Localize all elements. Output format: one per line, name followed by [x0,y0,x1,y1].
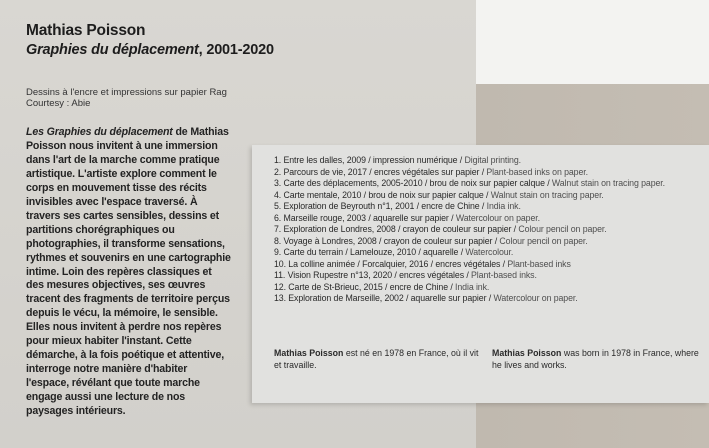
wall-light-strip [472,0,709,84]
works-list [274,155,704,305]
list-item [274,293,704,305]
medium-line: Dessins à l'encre et impressions sur papier Rag [26,87,227,98]
work-en: Watercolour on paper. [455,212,540,223]
list-item [274,155,704,167]
list-item [274,247,704,259]
work-fr: 4. Carte mentale, 2010 / brou de noix sur papier calque / [274,189,491,200]
work-en: Walnut stain on tracing paper. [490,189,604,200]
list-item [274,270,704,282]
work-en: Colour pencil on paper. [499,235,588,246]
intro-title: Les Graphies du déplacement [26,126,173,138]
work-en: Watercolour. [465,247,514,257]
work-fr: 12. Carte de St-Brieuc, 2015 / encre de Chine / [274,281,456,292]
courtesy-line: Courtesy : Abie [26,98,91,109]
bio-french [274,348,484,371]
work-en: India ink. [486,201,521,211]
list-item [274,224,704,236]
work-en: Plant-based inks. [471,270,537,280]
series-years: , 2001-2020 [198,42,274,58]
work-fr: 13. Exploration de Marseille, 2002 / aquarelle sur papier / [274,293,494,303]
bio-text: est né en 1978 en France, où il vit et travaille. [274,348,479,370]
work-en: Colour pencil on paper. [518,224,607,234]
work-en: Watercolour on paper. [493,293,578,303]
medium-credit [26,87,227,109]
list-item [274,259,704,271]
work-fr: 7. Exploration de Londres, 2008 / crayon de couleur sur papier / [274,224,519,234]
list-item [274,178,704,190]
series-heading [26,42,274,58]
work-fr: 9. Carte du terrain / Lamelouze, 2010 / aquarelle / [274,247,466,257]
bio-text: was born in 1978 in France, where he lives and works. [492,348,699,370]
bio-english [492,348,702,371]
intro-body: de Mathias Poisson nous invitent à une immersion dans l'art de la marche comme pratique artistique. L'artiste explore comment le corps en mouvement tisse des récits invisibles avec l'espace traversé. À travers ses cartes sensibles, dessins et partitions chorégraphiques ou photographies, il transforme sensations, rythmes et souvenirs en une cartographie intime. Loin des repères classiques et des mesures objectives, ses œuvres tracent des fragments de territoire perçus depuis le vécu, la mémoire, le sensible. Elles nous invitent à perdre nos repères pour mieux habiter l'instant. Cette démarche, à la fois poétique et attentive, interroge notre manière d'habiter l'espace, révélant que toute marche engage aussi une lecture de nos paysages intérieurs. [26,126,231,418]
series-title: Graphies du déplacement [26,42,199,58]
work-fr: 6. Marseille rouge, 2003 / aquarelle sur papier / [274,212,456,223]
bio-artist-name: Mathias Poisson [274,348,344,358]
list-item [274,201,704,213]
list-item [274,236,704,248]
work-fr: 5. Exploration de Beyrouth n°1, 2001 / encre de Chine / [274,201,487,211]
work-fr: 1. Entre les dalles, 2009 / impression numérique / [274,155,465,165]
list-item [274,167,704,179]
bio-artist-name: Mathias Poisson [492,348,562,358]
list-item [274,190,704,202]
intro-paragraph [26,126,231,419]
works-list-card [252,145,709,403]
work-en: Walnut stain on tracing paper. [551,178,665,188]
work-fr: 10. La colline animée / Forcalquier, 2016 / encres végétales / [274,258,508,269]
work-en: Plant-based inks on paper. [486,166,588,177]
list-item [274,282,704,294]
work-fr: 2. Parcours de vie, 2017 / encres végétales sur papier / [274,166,487,177]
work-en: India ink. [455,281,490,292]
work-en: Digital printing. [464,155,521,165]
work-fr: 3. Carte des déplacements, 2005-2010 / brou de noix sur papier calque / [274,178,552,188]
work-fr: 11. Vision Rupestre n°13, 2020 / encres végétales / [274,270,472,280]
work-en: Plant-based inks [507,258,571,269]
work-fr: 8. Voyage à Londres, 2008 / crayon de couleur sur papier / [274,235,500,246]
list-item [274,213,704,225]
artist-name: Mathias Poisson [26,22,146,39]
